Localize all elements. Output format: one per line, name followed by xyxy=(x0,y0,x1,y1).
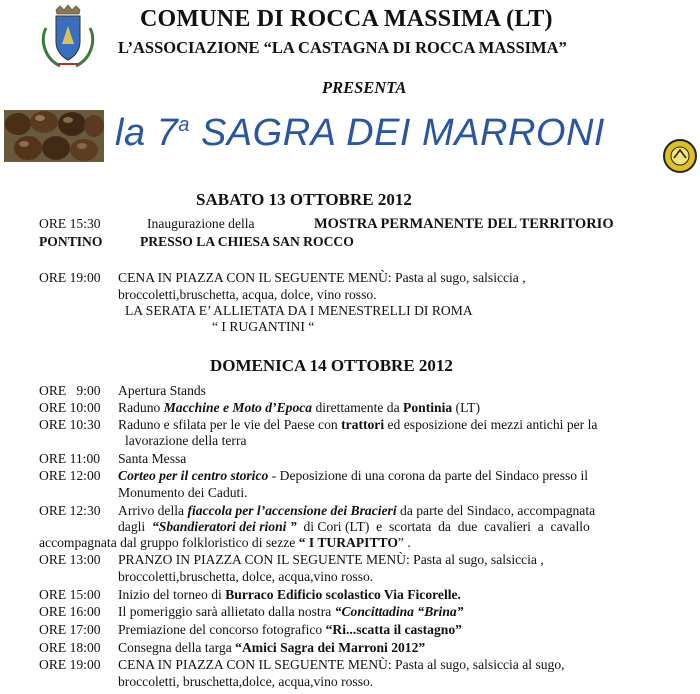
header-presenta: PRESENTA xyxy=(322,78,407,97)
event-title: la 7$^a$ SAGRA DEI MARRONI xyxy=(115,112,605,154)
header-associazione: L’ASSOCIAZIONE “LA CASTAGNA DI ROCCA MASSIMA” xyxy=(118,38,567,57)
moto-club-badge-icon xyxy=(662,126,698,186)
saturday-heading: SABATO 13 OTTOBRE 2012 xyxy=(196,190,412,209)
chestnuts-image xyxy=(4,110,104,162)
header-comune: COMUNE DI ROCCA MASSIMA (LT) xyxy=(140,6,553,32)
coat-of-arms-icon xyxy=(38,4,98,74)
sunday-heading: DOMENICA 14 OTTOBRE 2012 xyxy=(210,356,453,375)
